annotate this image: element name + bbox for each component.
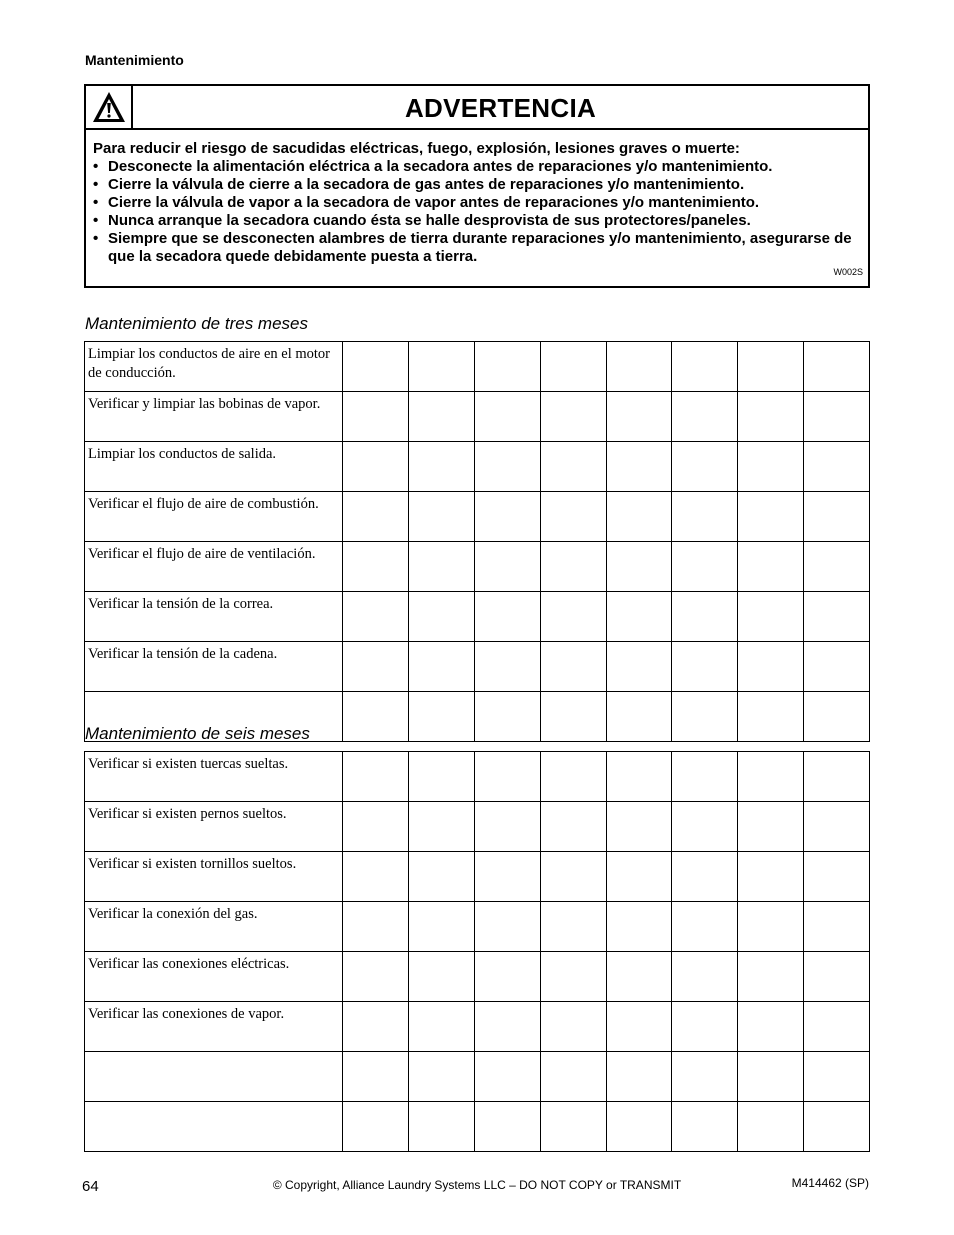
checkbox-cell — [408, 342, 474, 392]
checkbox-cell — [738, 752, 804, 802]
checkbox-cell — [343, 542, 409, 592]
warning-header — [86, 86, 868, 130]
checkbox-cell — [738, 902, 804, 952]
checkbox-cell — [672, 752, 738, 802]
checkbox-cell — [540, 952, 606, 1002]
checkbox-cell — [343, 342, 409, 392]
warning-bullet: • Siempre que se desconecten alambres de tierra durante reparaciones y/o mantenimiento, asegurarse de que la secadora quede debidamente puesta a tierra. — [93, 230, 863, 266]
warning-bullet: • Cierre la válvula de vapor a la secadora de vapor antes de reparaciones y/o mantenimiento. — [93, 194, 863, 212]
checkbox-cell — [343, 642, 409, 692]
checkbox-cell — [408, 752, 474, 802]
table-row — [85, 1102, 870, 1152]
warning-box — [84, 84, 870, 288]
checkbox-cell — [540, 1102, 606, 1152]
checkbox-cell — [474, 542, 540, 592]
checkbox-cell — [804, 902, 870, 952]
checkbox-cell — [474, 852, 540, 902]
checkbox-cell — [474, 492, 540, 542]
checkbox-cell — [606, 342, 672, 392]
checkbox-cell — [343, 442, 409, 492]
copyright-notice: © Copyright, Alliance Laundry Systems LLC – DO NOT COPY or TRANSMIT — [272, 1178, 682, 1192]
checkbox-cell — [540, 492, 606, 542]
task-cell: Verificar la tensión de la cadena. — [85, 642, 343, 692]
checkbox-cell — [540, 852, 606, 902]
checkbox-cell — [408, 902, 474, 952]
table-row — [85, 1052, 870, 1102]
checkbox-cell — [738, 592, 804, 642]
checkbox-cell — [738, 442, 804, 492]
checkbox-cell — [804, 852, 870, 902]
table-row — [85, 542, 870, 592]
checkbox-cell — [672, 952, 738, 1002]
checkbox-cell — [343, 1052, 409, 1102]
checkbox-cell — [408, 802, 474, 852]
checkbox-cell — [540, 1002, 606, 1052]
table-row — [85, 642, 870, 692]
checkbox-cell — [672, 852, 738, 902]
checkbox-cell — [738, 1102, 804, 1152]
checkbox-cell — [540, 802, 606, 852]
checkbox-cell — [738, 542, 804, 592]
checkbox-cell — [804, 342, 870, 392]
checkbox-cell — [606, 542, 672, 592]
checkbox-cell — [540, 392, 606, 442]
checkbox-cell — [606, 1002, 672, 1052]
task-cell: Verificar el flujo de aire de combustión. — [85, 492, 343, 542]
checkbox-cell — [343, 802, 409, 852]
task-cell: Verificar la tensión de la correa. — [85, 592, 343, 642]
table-title-six-months: Mantenimiento de seis meses — [85, 724, 310, 743]
checkbox-cell — [606, 852, 672, 902]
checkbox-cell — [540, 542, 606, 592]
checkbox-cell — [606, 802, 672, 852]
checkbox-cell — [408, 442, 474, 492]
checkbox-cell — [343, 492, 409, 542]
checkbox-cell — [672, 692, 738, 742]
checkbox-cell — [540, 592, 606, 642]
checkbox-cell — [672, 342, 738, 392]
checkbox-cell — [606, 392, 672, 442]
checkbox-cell — [672, 392, 738, 442]
checkbox-cell — [672, 592, 738, 642]
checkbox-cell — [606, 442, 672, 492]
checkbox-cell — [343, 852, 409, 902]
task-cell: Limpiar los conductos de aire en el motor de conducción. — [85, 342, 343, 392]
table-row — [85, 902, 870, 952]
table-row — [85, 952, 870, 1002]
checkbox-cell — [804, 952, 870, 1002]
task-cell: Verificar si existen pernos sueltos. — [85, 802, 343, 852]
checkbox-cell — [738, 342, 804, 392]
table-row — [85, 802, 870, 852]
checkbox-cell — [606, 1102, 672, 1152]
checkbox-cell — [343, 752, 409, 802]
checkbox-cell — [343, 392, 409, 442]
task-cell: Verificar el flujo de aire de ventilación. — [85, 542, 343, 592]
checkbox-cell — [672, 1102, 738, 1152]
checkbox-cell — [343, 692, 409, 742]
checkbox-cell — [474, 642, 540, 692]
task-cell: Verificar la conexión del gas. — [85, 902, 343, 952]
checkbox-cell — [474, 442, 540, 492]
warning-bullet: • Cierre la válvula de cierre a la secadora de gas antes de reparaciones y/o mantenimiento. — [93, 176, 863, 194]
checkbox-cell — [408, 1102, 474, 1152]
checkbox-cell — [474, 1002, 540, 1052]
task-cell: Verificar y limpiar las bobinas de vapor. — [85, 392, 343, 442]
task-cell — [85, 1102, 343, 1152]
checkbox-cell — [606, 1052, 672, 1102]
checkbox-cell — [804, 442, 870, 492]
checkbox-cell — [540, 752, 606, 802]
warning-bullet: • Nunca arranque la secadora cuando ésta se halle desprovista de sus protectores/paneles. — [93, 212, 863, 230]
checkbox-cell — [408, 642, 474, 692]
checkbox-cell — [738, 802, 804, 852]
checkbox-cell — [738, 852, 804, 902]
checkbox-cell — [672, 802, 738, 852]
checkbox-cell — [474, 592, 540, 642]
checkbox-cell — [343, 952, 409, 1002]
checkbox-cell — [738, 1002, 804, 1052]
checkbox-cell — [804, 752, 870, 802]
task-cell: Verificar si existen tornillos sueltos. — [85, 852, 343, 902]
page-number: 64 — [82, 1178, 99, 1195]
checkbox-cell — [408, 1002, 474, 1052]
checkbox-cell — [474, 752, 540, 802]
checkbox-cell — [474, 342, 540, 392]
checkbox-cell — [738, 1052, 804, 1102]
checkbox-cell — [474, 1102, 540, 1152]
checkbox-cell — [804, 1102, 870, 1152]
checkbox-cell — [474, 392, 540, 442]
checkbox-cell — [343, 1102, 409, 1152]
checkbox-cell — [540, 642, 606, 692]
task-cell: Verificar las conexiones de vapor. — [85, 1002, 343, 1052]
section-header: Mantenimiento — [85, 52, 184, 68]
checkbox-cell — [738, 692, 804, 742]
checkbox-cell — [408, 592, 474, 642]
checkbox-cell — [474, 952, 540, 1002]
table-row — [85, 852, 870, 902]
table-title-three-months: Mantenimiento de tres meses — [85, 314, 308, 333]
checkbox-cell — [408, 492, 474, 542]
checkbox-cell — [804, 802, 870, 852]
task-cell: Verificar si existen tuercas sueltas. — [85, 752, 343, 802]
checkbox-cell — [672, 442, 738, 492]
checkbox-cell — [343, 592, 409, 642]
checkbox-cell — [672, 902, 738, 952]
warning-code: W002S — [833, 267, 863, 277]
checkbox-cell — [804, 1002, 870, 1052]
table-row — [85, 392, 870, 442]
warning-intro: Para reducir el riesgo de sacudidas eléctricas, fuego, explosión, lesiones graves o muerte: — [93, 140, 740, 157]
checkbox-cell — [474, 902, 540, 952]
checkbox-cell — [804, 542, 870, 592]
table-row — [85, 752, 870, 802]
checkbox-cell — [408, 542, 474, 592]
checkbox-cell — [606, 692, 672, 742]
checkbox-cell — [804, 1052, 870, 1102]
checkbox-cell — [343, 1002, 409, 1052]
checkbox-cell — [408, 392, 474, 442]
checkbox-cell — [804, 692, 870, 742]
checkbox-cell — [540, 692, 606, 742]
task-cell — [85, 1052, 343, 1102]
checkbox-cell — [606, 902, 672, 952]
checkbox-cell — [672, 642, 738, 692]
warning-body — [93, 140, 863, 266]
document-code: M414462 (SP) — [791, 1176, 869, 1190]
checkbox-cell — [804, 592, 870, 642]
checkbox-cell — [343, 902, 409, 952]
checkbox-cell — [606, 492, 672, 542]
checkbox-cell — [738, 952, 804, 1002]
checkbox-cell — [804, 392, 870, 442]
checkbox-cell — [804, 642, 870, 692]
checkbox-cell — [408, 1052, 474, 1102]
checkbox-cell — [738, 392, 804, 442]
warning-icon-cell — [86, 86, 133, 128]
checkbox-cell — [408, 692, 474, 742]
checkbox-cell — [474, 802, 540, 852]
checkbox-cell — [540, 902, 606, 952]
checkbox-cell — [738, 492, 804, 542]
checkbox-cell — [540, 342, 606, 392]
checkbox-cell — [606, 952, 672, 1002]
maintenance-table-six-months — [84, 751, 870, 1152]
warning-title: ADVERTENCIA — [404, 93, 597, 123]
checkbox-cell — [408, 952, 474, 1002]
table-row — [85, 592, 870, 642]
checkbox-cell — [474, 1052, 540, 1102]
table-row — [85, 1002, 870, 1052]
checkbox-cell — [540, 1052, 606, 1102]
checkbox-cell — [672, 492, 738, 542]
table-row — [85, 492, 870, 542]
checkbox-cell — [606, 642, 672, 692]
checkbox-cell — [672, 1002, 738, 1052]
checkbox-cell — [672, 542, 738, 592]
checkbox-cell — [606, 592, 672, 642]
table-row — [85, 342, 870, 392]
checkbox-cell — [474, 692, 540, 742]
task-cell: Limpiar los conductos de salida. — [85, 442, 343, 492]
checkbox-cell — [408, 852, 474, 902]
checkbox-cell — [540, 442, 606, 492]
maintenance-table-three-months — [84, 341, 870, 742]
checkbox-cell — [672, 1052, 738, 1102]
warning-list — [93, 158, 863, 266]
task-cell: Verificar las conexiones eléctricas. — [85, 952, 343, 1002]
checkbox-cell — [606, 752, 672, 802]
checkbox-cell — [804, 492, 870, 542]
warning-bullet: • Desconecte la alimentación eléctrica a la secadora antes de reparaciones y/o mantenimiento. — [93, 158, 863, 176]
checkbox-cell — [738, 642, 804, 692]
table-row — [85, 442, 870, 492]
